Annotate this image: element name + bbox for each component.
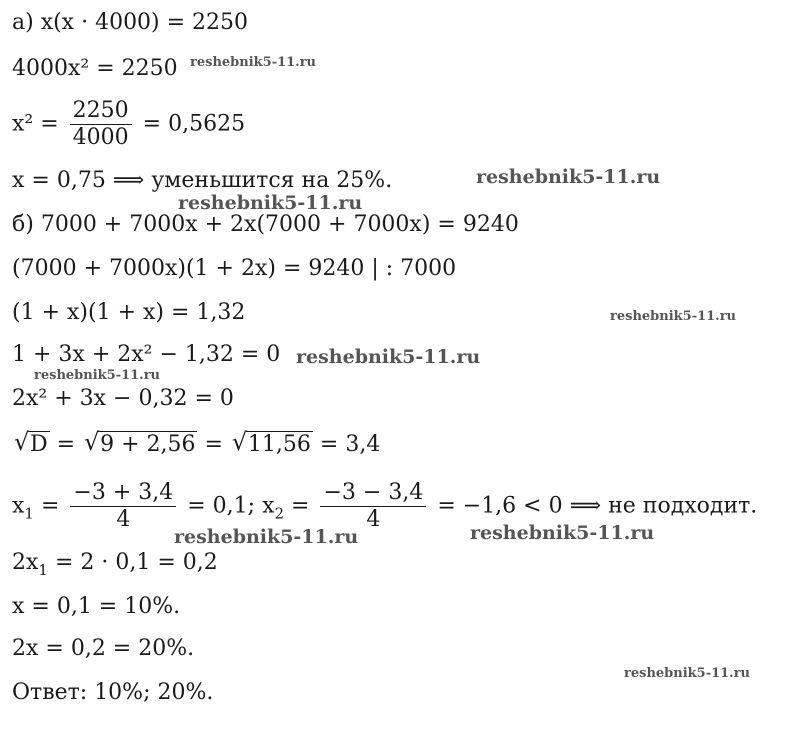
line-b-quadratic: 2x² + 3x − 0,32 = 0 [12, 386, 234, 411]
watermark-9: reshebnik5-11.ru [624, 666, 751, 681]
line-b-equation: б) 7000 + 7000x + 2x(7000 + 7000x) = 9240 [12, 212, 519, 237]
fraction-denominator: 4000 [72, 125, 129, 150]
fraction [70, 98, 132, 151]
fraction-right: = 0,5625 [142, 111, 246, 137]
watermark-3: reshebnik5-11.ru [178, 192, 363, 214]
fraction-numerator: 2250 [70, 98, 132, 125]
line-b-factored: (7000 + 7000x)(1 + 2x) = 9240 | : 7000 [12, 256, 457, 281]
line-b-expanded: 1 + 3x + 2x² − 1,32 = 0 [12, 342, 281, 367]
watermark-2: reshebnik5-11.ru [476, 166, 661, 188]
line-fraction [12, 98, 245, 151]
line-expanded: 4000x² = 2250 [12, 56, 178, 81]
watermark-6: reshebnik5-11.ru [34, 368, 161, 383]
line-answer: Ответ: 10%; 20%. [12, 680, 214, 705]
line-double-root: $2x_1 = 2 \cdot 0,1 = 0,2$ [12, 550, 218, 579]
sqrt-value: √ 11,56 [232, 432, 313, 458]
line-roots: $x_1$ = $\frac{-3 + 3,4}{4}$ = 0,1; $x_2$ = $\frac{-3 - 3,4}{4}$ = −1,6 < 0 ⟹ не подходит. [12, 480, 758, 532]
watermark-1: reshebnik5-11.ru [190, 55, 317, 70]
watermark-4: reshebnik5-11.ru [610, 309, 737, 324]
discriminant-result: = 3,4 [319, 432, 381, 457]
sqrt-d: √ D [14, 432, 50, 458]
watermark-7: reshebnik5-11.ru [174, 526, 359, 548]
line-x-percent: x = 0,1 = 10%. [12, 594, 181, 619]
root2-fraction: $\frac{-3 - 3,4}{4}$ [320, 480, 426, 533]
watermark-8: reshebnik5-11.ru [470, 522, 655, 544]
line-b-simplified: (1 + x)(1 + x) = 1,32 [12, 300, 246, 325]
fraction-left: x² = [12, 111, 59, 137]
line-a-result: x = 0,75 ⟹ уменьшится на 25%. [12, 168, 393, 193]
line-a-equation: а) x(x · 4000) = 2250 [12, 10, 249, 35]
root1-fraction: $\frac{-3 + 3,4}{4}$ [70, 480, 176, 533]
watermark-5: reshebnik5-11.ru [296, 346, 481, 368]
line-discriminant: √ D = √ 9 + 2,56 = √ 11,56 = 3,4 [12, 432, 380, 458]
line-2x-percent: 2x = 0,2 = 20%. [12, 636, 195, 661]
sqrt-sum: √ 9 + 2,56 [84, 432, 197, 458]
